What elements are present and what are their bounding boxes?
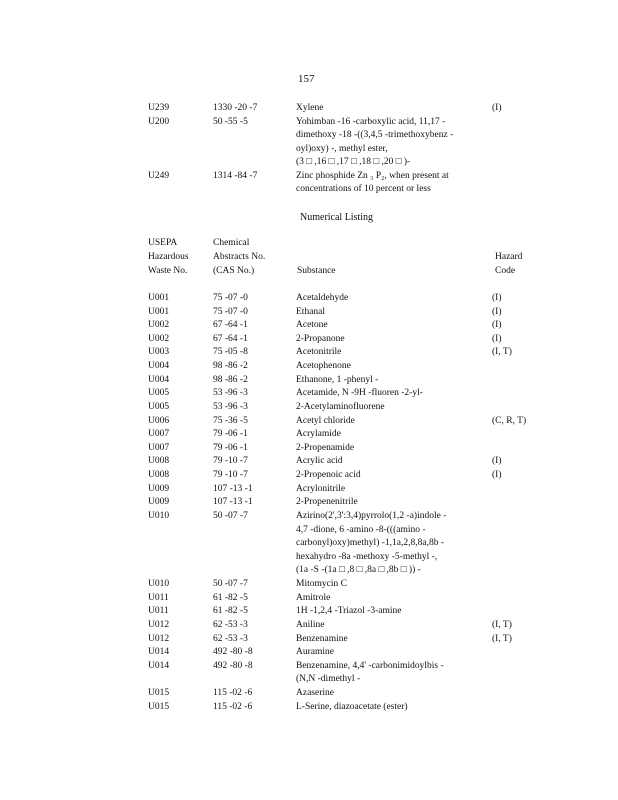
cas-number-line: 75 -07 -0 (213, 293, 248, 303)
page-number: 157 (298, 73, 315, 85)
cas-number-line: 75 -07 -0 (213, 306, 248, 317)
substance-name (296, 647, 334, 661)
waste-number-line: U010 (148, 579, 170, 590)
substance-name-line: oyl)oxy) -, methyl ester, (296, 143, 388, 154)
waste-number (148, 375, 169, 389)
waste-number (148, 429, 169, 443)
hazard-code-line: (I) (492, 103, 502, 113)
substance-name-line: Acrylic acid (296, 456, 343, 467)
cas-number (213, 375, 248, 389)
waste-number (148, 334, 169, 348)
waste-number (148, 361, 169, 375)
waste-number-line: U011 (148, 592, 169, 603)
cas-number (213, 347, 248, 361)
substance-name-line: Acetophenone (296, 361, 351, 372)
cas-header-line: Abstracts No. (213, 252, 266, 262)
cas-number-line: 61 -82 -5 (213, 606, 248, 617)
hazard-code (492, 620, 512, 634)
cas-number (213, 688, 252, 702)
waste-number (148, 484, 169, 498)
waste-number-line: U004 (148, 361, 170, 372)
cas-number (213, 470, 248, 484)
substance-name-line: 2-Propanone (296, 333, 345, 344)
cas-number (213, 361, 248, 375)
substance-name-line: Benzenamine (296, 633, 348, 644)
waste-number-line: U200 (148, 116, 170, 127)
substance-name-line: Acetyl chloride (296, 415, 355, 426)
substance-name (296, 634, 348, 648)
substance-name (296, 688, 334, 702)
substance-name-line: Amitrole (296, 592, 331, 603)
waste-number-line: U249 (148, 170, 170, 181)
waste-number-line: U004 (148, 374, 170, 385)
cas-number-line: 492 -80 -8 (213, 660, 253, 671)
waste-number-line: U010 (148, 510, 170, 521)
substance-header-line: Substance (297, 266, 336, 276)
hazard-code (492, 416, 526, 430)
substance-name (296, 456, 343, 470)
substance-name-line: concentrations of 10 percent or less (296, 184, 431, 194)
cas-number (213, 511, 248, 525)
substance-name (296, 702, 408, 716)
substance-name (296, 511, 446, 579)
substance-name-line: (3 □ ,16 □ ,17 □ ,18 □ ,20 □ )- (296, 157, 411, 167)
waste-number (148, 688, 169, 702)
waste-number-line: U001 (148, 306, 170, 317)
substance-name-line: Aniline (296, 619, 325, 630)
substance-name (296, 443, 354, 457)
hazard-code-line: (I) (492, 470, 502, 481)
cas-header-line: Chemical (213, 238, 250, 248)
substance-name-line: Acetaldehyde (296, 293, 349, 303)
substance-name-line: 1H -1,2,4 -Triazol -3-amine (296, 606, 402, 617)
cas-number-line: 67 -64 -1 (213, 320, 248, 331)
cas-number (213, 416, 248, 430)
waste-number-line: U009 (148, 497, 170, 508)
substance-name-line: Auramine (296, 647, 334, 658)
cas-number-line: 50 -55 -5 (213, 116, 248, 127)
cas-number (213, 117, 248, 131)
cas-number (213, 456, 248, 470)
cas-number-line: 67 -64 -1 (213, 333, 248, 344)
cas-number (213, 702, 252, 716)
cas-number (213, 320, 248, 334)
waste-number (148, 416, 169, 430)
waste-number (148, 347, 169, 361)
substance-name-line: carbonyl)oxy)methyl) -1,1a,2,8,8a,8b - (296, 538, 444, 549)
substance-name-line: Ethanone, 1 -phenyl - (296, 374, 379, 385)
substance-name (296, 470, 361, 484)
cas-number-line: 107 -13 -1 (213, 483, 253, 494)
waste-number (148, 606, 169, 620)
substance-name (296, 661, 444, 688)
hazard-code (492, 307, 502, 321)
cas-number (213, 388, 248, 402)
hazard-code (492, 293, 502, 307)
hazard-header-line: Code (495, 266, 516, 276)
cas-number-line: 50 -07 -7 (213, 510, 248, 521)
hazard-header-line: Hazard (495, 252, 523, 262)
substance-name (296, 375, 378, 389)
substance-name-line: Acrylonitrile (296, 483, 346, 494)
substance-name-line: Acetone (296, 320, 328, 331)
substance-name (296, 171, 449, 198)
waste-header-line: Waste No. (148, 266, 188, 276)
cas-number (213, 497, 253, 511)
substance-name (296, 416, 355, 430)
hazard-code (492, 634, 512, 648)
waste-number-header (148, 236, 189, 278)
substance-name-line: 2-Propenenitrile (296, 497, 358, 508)
waste-number-line: U012 (148, 619, 170, 630)
waste-number (148, 497, 169, 511)
hazard-code (492, 334, 502, 348)
cas-number-line: 50 -07 -7 (213, 579, 248, 590)
cas-number-line: 53 -96 -3 (213, 388, 248, 399)
cas-number-line: 53 -96 -3 (213, 401, 248, 412)
waste-number (148, 661, 169, 675)
waste-number (148, 470, 169, 484)
cas-number (213, 307, 248, 321)
cas-number-line: 107 -13 -1 (213, 497, 253, 508)
waste-number (148, 402, 169, 416)
hazard-code-line: (I) (492, 293, 502, 303)
waste-number (148, 702, 169, 716)
cas-number (213, 429, 248, 443)
waste-number (148, 579, 169, 593)
cas-number (213, 443, 248, 457)
waste-number-line: U009 (148, 483, 170, 494)
substance-name-line: Acrylamide (296, 429, 341, 440)
substance-name-line: Benzenamine, 4,4' -carbonimidoylbis - (296, 660, 444, 671)
cas-number (213, 620, 248, 634)
cas-number (213, 606, 248, 620)
waste-number-line: U007 (148, 429, 170, 440)
cas-number (213, 647, 253, 661)
waste-number (148, 171, 169, 185)
cas-number-line: 1330 -20 -7 (213, 103, 258, 113)
substance-name (296, 606, 401, 620)
waste-number-line: U015 (148, 687, 170, 698)
waste-number (148, 117, 169, 131)
cas-number-line: 98 -86 -2 (213, 361, 248, 372)
hazard-code (492, 103, 502, 117)
cas-number-line: 98 -86 -2 (213, 374, 248, 385)
waste-number-line: U011 (148, 606, 169, 617)
hazard-code (492, 470, 502, 484)
cas-number (213, 171, 257, 185)
waste-number (148, 388, 169, 402)
hazard-code (492, 320, 502, 334)
substance-name (296, 361, 351, 375)
waste-number-line: U008 (148, 456, 170, 467)
cas-number-line: 62 -53 -3 (213, 633, 248, 644)
substance-name (296, 579, 347, 593)
substance-name-line: Xylene (296, 103, 324, 113)
cas-number (213, 579, 248, 593)
waste-number-line: U239 (148, 103, 170, 113)
waste-number-line: U006 (148, 415, 170, 426)
hazard-code-line: (I, T) (492, 619, 512, 630)
cas-number (213, 484, 253, 498)
waste-number-line: U015 (148, 701, 170, 712)
substance-name (296, 293, 348, 307)
substance-name-line: hexahydro -8a -methoxy -5-methyl -, (296, 551, 438, 562)
waste-number-line: U002 (148, 320, 170, 331)
substance-name (296, 388, 423, 402)
cas-number (213, 334, 248, 348)
waste-number-line: U012 (148, 633, 170, 644)
substance-name-line: Azaserine (296, 687, 334, 698)
waste-number-line: U005 (148, 388, 170, 399)
substance-name-line: L-Serine, diazoacetate (ester) (296, 701, 408, 712)
substance-name-line: 4,7 -dione, 6 -amino -8-(((amino - (296, 524, 426, 535)
cas-number-line: 115 -02 -6 (213, 701, 253, 712)
waste-header-line: USEPA (148, 238, 178, 248)
hazard-code (492, 456, 502, 470)
cas-number-line: 492 -80 -8 (213, 647, 253, 658)
waste-number-line: U008 (148, 470, 170, 481)
hazard-code-line: (I, T) (492, 633, 512, 644)
hazard-code-line: (I) (492, 333, 502, 344)
substance-name-line: 2-Propenamide (296, 442, 355, 453)
waste-number (148, 593, 169, 607)
waste-header-line: Hazardous (148, 252, 189, 262)
substance-name-line: Acetonitrile (296, 347, 342, 358)
cas-number-line: 79 -06 -1 (213, 442, 248, 453)
waste-number-line: U014 (148, 660, 170, 671)
substance-name-line: Acetamide, N -9H -fluoren -2-yl- (296, 388, 423, 399)
waste-number-line: U007 (148, 442, 170, 453)
cas-number (213, 593, 248, 607)
cas-number (213, 103, 257, 117)
waste-number (148, 647, 169, 661)
substance-name-line: 2-Propenoic acid (296, 470, 361, 481)
hazard-code (492, 347, 512, 361)
substance-header (297, 264, 336, 278)
substance-name (296, 402, 385, 416)
substance-name-line: Zinc phosphide Zn ₃ P₂, when present at (296, 170, 449, 181)
waste-number (148, 103, 169, 117)
waste-number-line: U014 (148, 647, 170, 658)
hazard-code-line: (I, T) (492, 347, 512, 358)
substance-name-line: (N,N -dimethyl - (296, 674, 361, 685)
waste-number-line: U002 (148, 333, 170, 344)
waste-number (148, 511, 169, 525)
substance-name (296, 484, 345, 498)
substance-name-line: Azirino(2',3':3,4)pyrrolo(1,2 -a)indole - (296, 510, 447, 521)
hazard-code-line: (I) (492, 456, 502, 467)
hazard-code-header (495, 250, 522, 278)
waste-number (148, 456, 169, 470)
waste-number (148, 307, 169, 321)
substance-name (296, 347, 341, 361)
hazard-code-line: (I) (492, 306, 502, 317)
cas-number (213, 634, 248, 648)
waste-number-line: U003 (148, 347, 170, 358)
cas-number-line: 75 -05 -8 (213, 347, 248, 358)
cas-number-line: 1314 -84 -7 (213, 170, 258, 181)
substance-name (296, 497, 358, 511)
substance-name (296, 103, 323, 117)
substance-name (296, 320, 328, 334)
cas-number-line: 61 -82 -5 (213, 592, 248, 603)
substance-name-line: 2-Acetylaminofluorene (296, 401, 385, 412)
substance-name (296, 334, 345, 348)
substance-name (296, 117, 453, 171)
cas-number-header (213, 236, 265, 278)
substance-name-line: Mitomycin C (296, 579, 347, 590)
waste-number (148, 620, 169, 634)
cas-number-line: 79 -10 -7 (213, 470, 248, 481)
section-heading: Numerical Listing (300, 212, 374, 223)
waste-number (148, 634, 169, 648)
waste-number (148, 443, 169, 457)
substance-name (296, 620, 325, 634)
cas-number (213, 402, 248, 416)
cas-header-line: (CAS No.) (213, 266, 255, 276)
substance-name-line: Ethanal (296, 306, 326, 317)
substance-name-line: Yohimban -16 -carboxylic acid, 11,17 - (296, 116, 446, 127)
hazard-code-line: (I) (492, 320, 502, 331)
cas-number-line: 75 -36 -5 (213, 415, 248, 426)
cas-number-line: 79 -10 -7 (213, 456, 248, 467)
substance-name-line: (1a -S -(1a □ ,8 □ ,8a □ ,8b □ )) - (296, 565, 421, 576)
waste-number (148, 293, 169, 307)
hazard-code-line: (C, R, T) (492, 415, 527, 426)
waste-number-line: U005 (148, 401, 170, 412)
waste-number-line: U001 (148, 293, 170, 303)
cas-number-line: 79 -06 -1 (213, 429, 248, 440)
waste-number (148, 320, 169, 334)
cas-number (213, 293, 248, 307)
cas-number-line: 115 -02 -6 (213, 687, 253, 698)
substance-name (296, 593, 330, 607)
substance-name (296, 307, 325, 321)
substance-name (296, 429, 341, 443)
cas-number (213, 661, 253, 675)
substance-name-line: dimethoxy -18 -((3,4,5 -trimethoxybenz - (296, 130, 454, 140)
cas-number-line: 62 -53 -3 (213, 619, 248, 630)
